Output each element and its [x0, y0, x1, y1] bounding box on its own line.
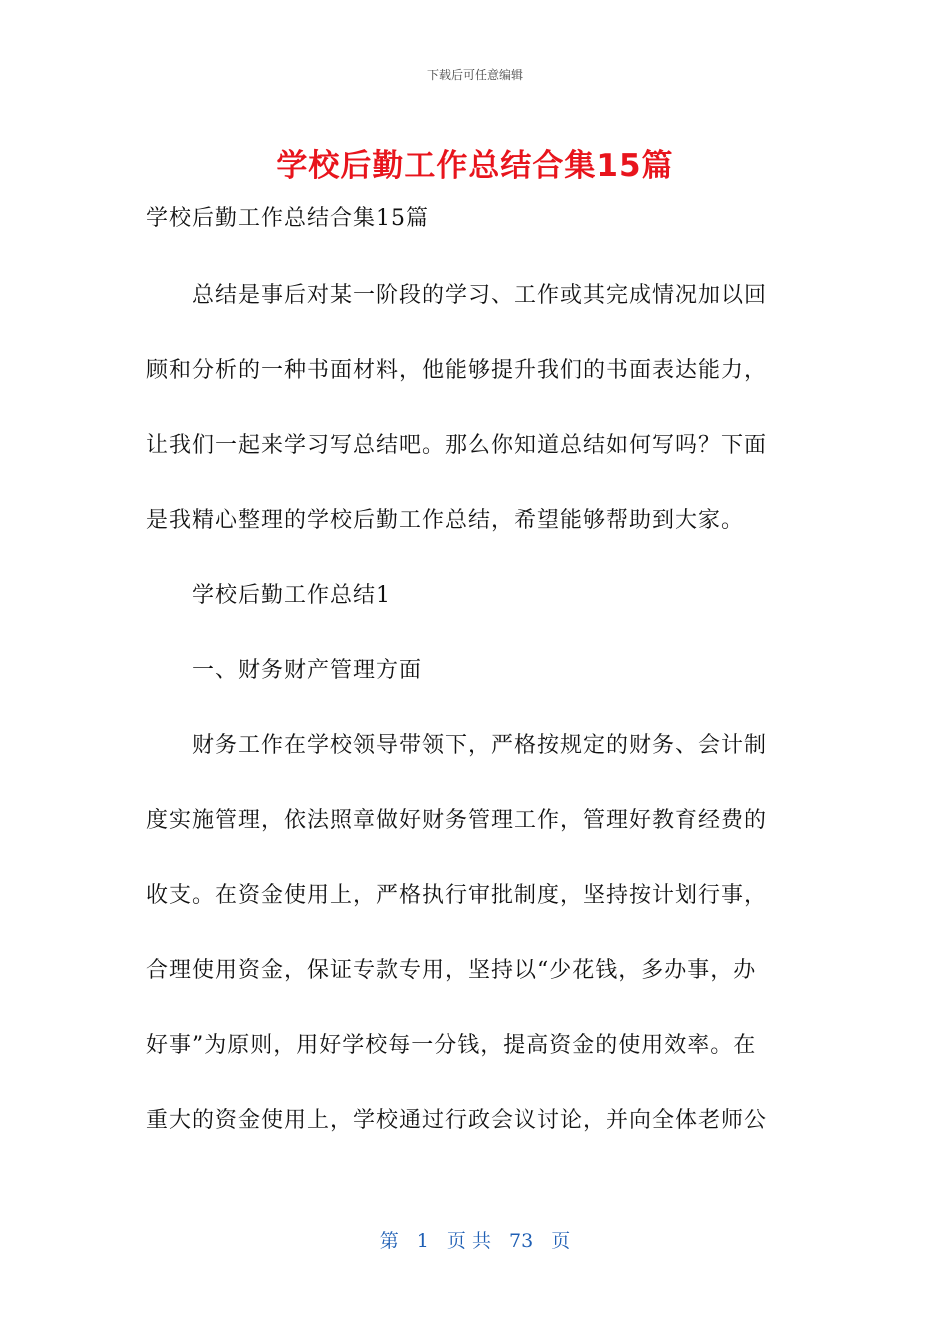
paragraph-line: 财务工作在学校领导带领下，严格按规定的财务、会计制 [146, 733, 768, 758]
paragraph-line: 收支。在资金使用上，严格执行审批制度，坚持按计划行事， [146, 883, 768, 908]
footer-page-number: 1 [416, 1230, 429, 1252]
section-heading: 学校后勤工作总结1 [146, 583, 391, 608]
subsection-heading: 一、财务财产管理方面 [146, 658, 423, 683]
paragraph-line: 顾和分析的一种书面材料，他能够提升我们的书面表达能力， [146, 358, 768, 383]
paragraph-line: 合理使用资金，保证专款专用，坚持以“少花钱，多办事，办 [146, 958, 757, 983]
paragraph-line: 重大的资金使用上，学校通过行政会议讨论，并向全体老师公 [146, 1108, 768, 1133]
paragraph-line: 是我精心整理的学校后勤工作总结，希望能够帮助到大家。 [146, 508, 745, 533]
page-footer [0, 1226, 950, 1253]
subtitle-line: 学校后勤工作总结合集15篇 [146, 206, 429, 231]
header-note: 下载后可任意编辑 [426, 68, 523, 82]
footer-total-pages: 73 [509, 1230, 534, 1252]
paragraph-line: 总结是事后对某一阶段的学习、工作或其完成情况加以回 [146, 283, 768, 308]
paragraph-line: 让我们一起来学习写总结吧。那么你知道总结如何写吗？下面 [146, 433, 768, 458]
paragraph-line: 好事”为原则，用好学校每一分钱，提高资金的使用效率。在 [146, 1033, 757, 1058]
paragraph-line: 度实施管理，依法照章做好财务管理工作，管理好教育经费的 [146, 808, 768, 833]
footer-middle: 页 共 [446, 1230, 491, 1252]
footer-prefix: 第 [379, 1230, 399, 1252]
footer-suffix: 页 [551, 1230, 571, 1252]
document-title: 学校后勤工作总结合集15篇 [276, 148, 674, 184]
